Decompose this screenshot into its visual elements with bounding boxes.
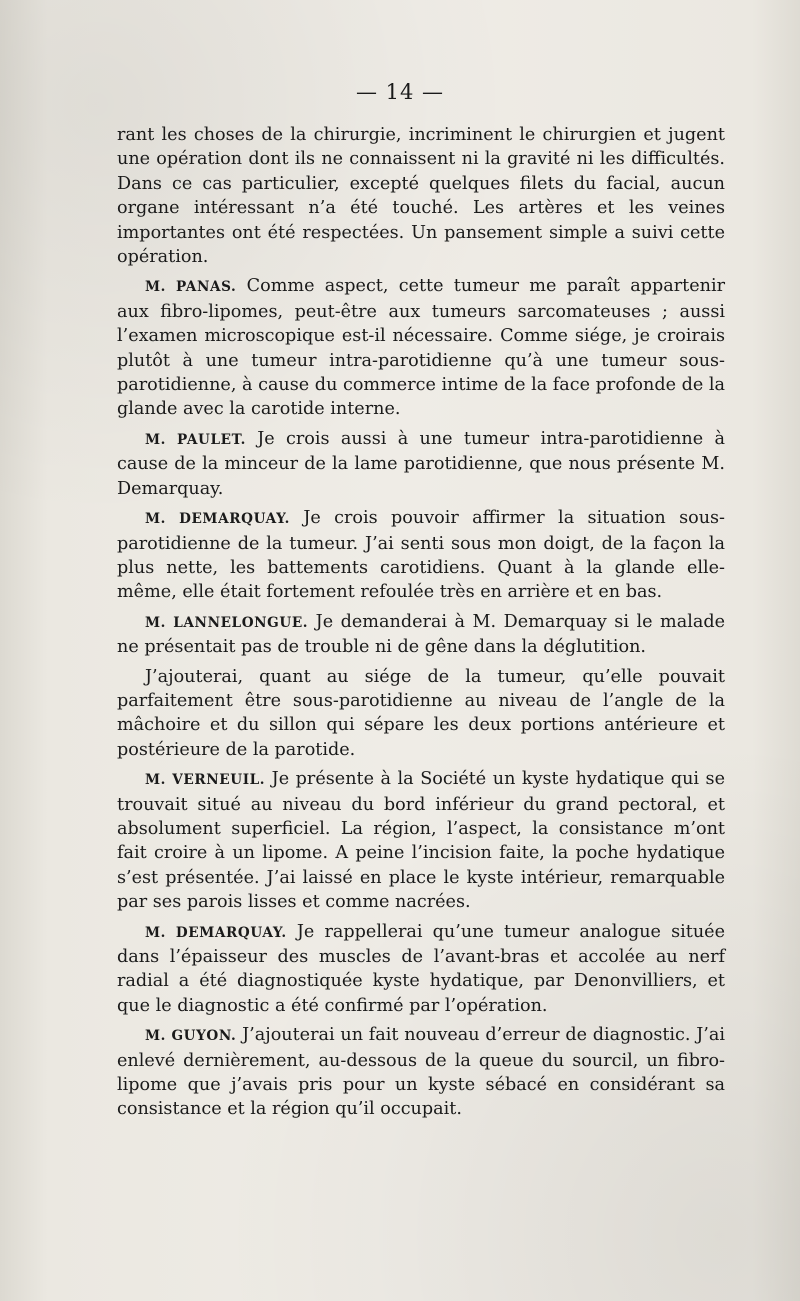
paragraph-continuation — [117, 123, 725, 269]
speaker-name: M. DEMARQUAY. — [145, 511, 290, 528]
paragraph-lannelongue — [117, 610, 725, 660]
paragraph-demarquay-2 — [117, 920, 725, 1019]
paragraph-paulet — [117, 427, 725, 501]
paragraph-text: Je demanderai à M. Demarquay si le malade ne présentait pas de trouble ni de gêne dans la déglutition. — [117, 611, 725, 658]
paragraph-text: Je crois pouvoir affirmer la situation sous-parotidienne de la tumeur. J’ai senti sous mon doigt, de la façon la plus nette, les battements carotidiens. Quant à la glande elle-même, elle était fortement refoulée très en arrière et en bas. — [117, 508, 726, 603]
paragraph-text: Je crois aussi à une tumeur intra-parotidienne à cause de la minceur de la lame parotidienne, que nous présente M. Demarquay. — [117, 428, 725, 499]
paragraph-lannelongue-cont — [117, 665, 725, 763]
paragraph-demarquay-1 — [117, 506, 725, 605]
paragraph-panas — [117, 274, 725, 421]
paragraph-guyon — [117, 1023, 725, 1122]
paragraph-text: J’ajouterai un fait nouveau d’erreur de diagnostic. J’ai enlevé dernièrement, au-dessous de la queue du sourcil, un fibro-lipome que j’avais pris pour un kyste sébacé en considérant sa consistance et la région qu’il occupait. — [117, 1025, 725, 1120]
page-number: — 14 — — [355, 80, 445, 104]
body-text — [117, 123, 725, 1127]
paragraph-text: Comme aspect, cette tumeur me paraît appartenir aux fibro-lipomes, peut-être aux tumeurs sarcomateuses ; aussi l’examen microscopique est-il nécessaire. Comme siége, je croirais plutôt à une tumeur intra-parotidienne qu’à une tumeur sous-parotidienne, à cause du commerce intime de la face profonde de la glande avec la carotide interne. — [117, 276, 726, 420]
paragraph-text: J’ajouterai, quant au siége de la tumeur, qu’elle pouvait parfaitement être sous-parotidienne au niveau de l’angle de la mâchoire et du sillon qui sépare les deux portions antérieure et postérieure de la parotide. — [117, 666, 725, 760]
speaker-name: M. PAULET. — [145, 431, 246, 448]
paragraph-text: rant les choses de la chirurgie, incriminent le chirurgien et jugent une opération dont ils ne connaissent ni la gravité ni les difficultés. Dans ce cas particulier, excepté quelques filets du facial, aucun organe intéressant n’a été touché. Les artères et les veines importantes ont été respectées. Un pansement simple a suivi cette opération. — [117, 125, 725, 268]
speaker-name: M. PANAS. — [145, 279, 237, 296]
speaker-name: M. DEMARQUAY. — [145, 924, 287, 941]
speaker-name: M. LANNELONGUE. — [145, 614, 309, 631]
speaker-name: M. GUYON. — [145, 1028, 237, 1045]
paragraph-text: Je rappellerai qu’une tumeur analogue située dans l’épaisseur des muscles de l’avant-bras et accolée au nerf radial a été diagnostiquée kyste hydatique, par Denonvilliers, et que le diagnostic a été confirmé par l’opération. — [117, 921, 725, 1016]
speaker-name: M. VERNEUIL. — [145, 772, 266, 789]
paragraph-text: Je présente à la Société un kyste hydatique qui se trouvait situé au niveau du bord inférieur du grand pectoral, et absolument superficiel. La région, l’aspect, la consistance m’ont fait croire à un lipome. A peine l’incision faite, la poche hydatique s’est présentée. J’ai laissé en place le kyste intérieur, remarquable par ses parois lisses et comme nacrées. — [117, 769, 726, 913]
paragraph-verneuil — [117, 767, 725, 914]
